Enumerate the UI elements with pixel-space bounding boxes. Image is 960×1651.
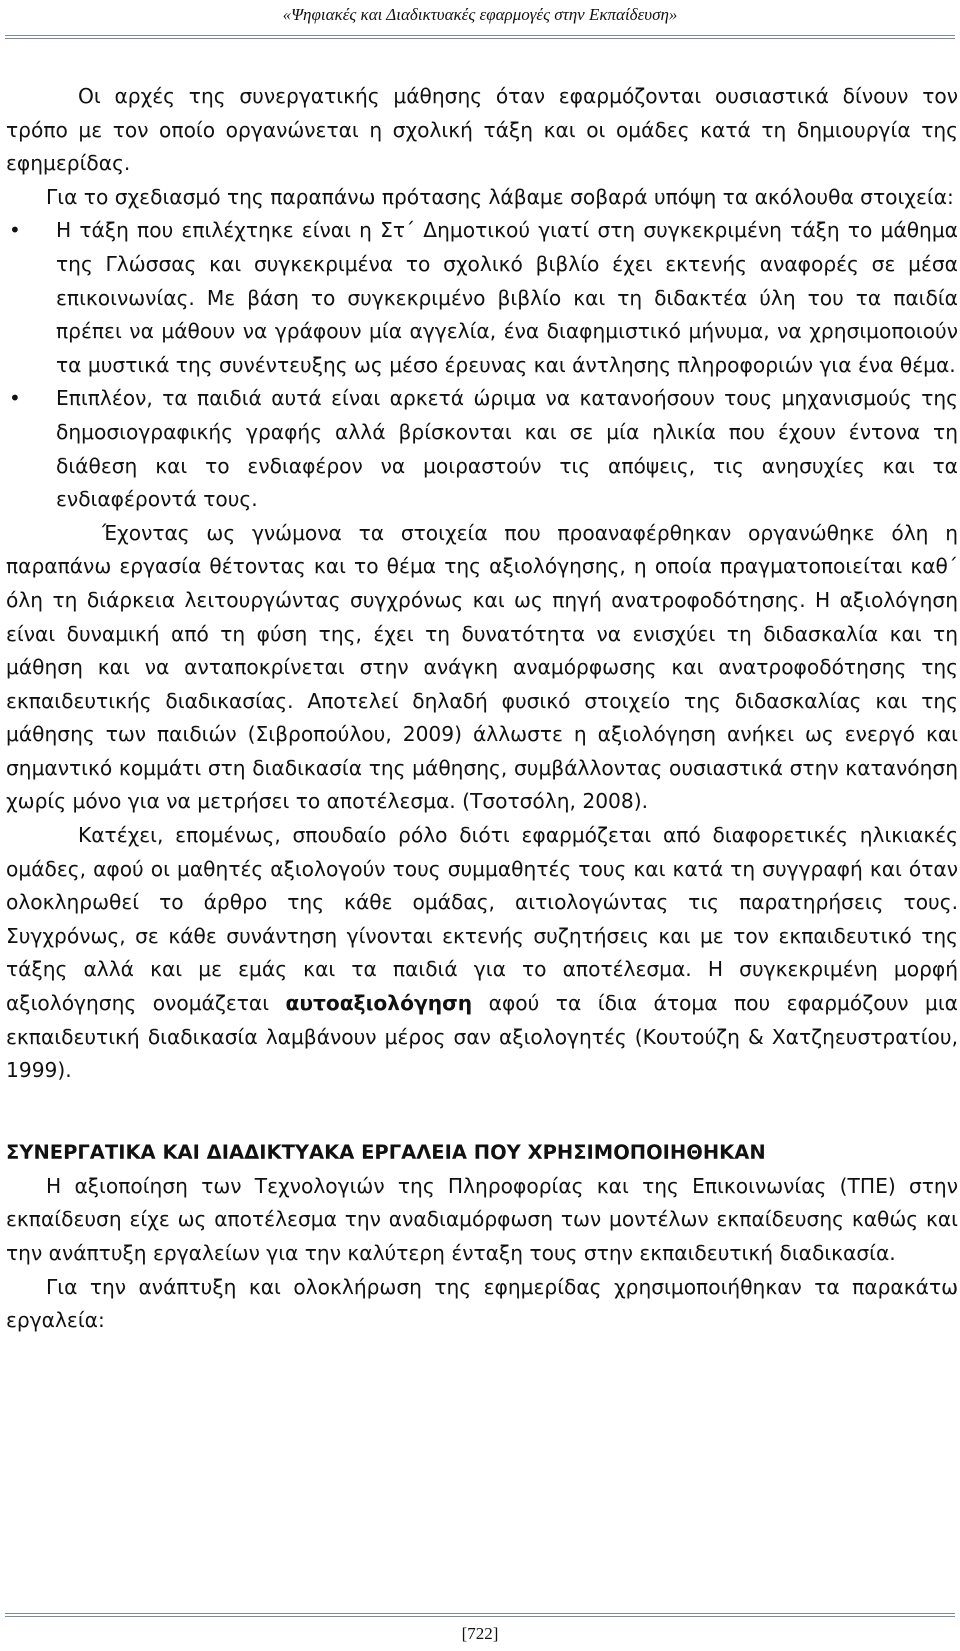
list-item: • Η τάξη που επιλέχτηκε είναι η Στ΄ Δημοτικού γιατί στη συγκεκριμένη τάξη το μάθημα της Γλώσσας και συγκεκριμένα το σχολικό βιβλίο έχει εκτενής αναφορές σε μέσα επικοινωνίας. Με βάση το συγκεκριμένο βιβλίο και τη διδακτέα ύλη του τα παιδία πρέπει να μάθουν να γράφουν μία αγγελία, ένα διαφημιστικό μήνυμα, να χρησιμοποιούν τα μυστικά της συνέντευξης ως μέσο έρευνας και άντλησης πληροφοριών για ένα θέμα. <box>56 214 958 382</box>
list-item: • Επιπλέον, τα παιδιά αυτά είναι αρκετά ώριμα να κατανοήσουν τους μηχανισμούς της δημοσιογραφικής γραφής αλλά βρίσκονται και σε μία ηλικία που έχουν έντονα τη διάθεση και το ενδιαφέρον να μοιραστούν τις απόψεις, τις ανησυχίες και τα ενδιαφέροντά τους. <box>56 382 958 516</box>
header-divider <box>5 35 955 39</box>
paragraph-self-assessment <box>6 819 958 1088</box>
running-header: «Ψηφιακές και Διαδικτυακές εφαρμογές στην Εκπαίδευση» <box>282 5 678 24</box>
paragraph-design-intro: Για το σχεδιασμό της παραπάνω πρότασης λάβαμε σοβαρά υπόψη τα ακόλουθα στοιχεία: <box>46 184 954 209</box>
paragraph-tools-intro: Για την ανάπτυξη και ολοκλήρωση της εφημερίδας χρησιμοποιήθηκαν τα παρακάτω εργαλεία: <box>6 1274 958 1333</box>
paragraph-collaborative-learning: Οι αρχές της συνεργατικής μάθησης όταν εφαρμόζονται ουσιαστικά δίνουν τον τρόπο με τον οποίο οργανώνεται η σχολική τάξη και οι ομάδες κατά τη δημιουργία της εφημερίδας. <box>6 84 958 176</box>
self-assessment-text-before: Κατέχει, επομένως, σπουδαίο ρόλο διότι εφαρμόζεται από διαφορετικές ηλικιακές ομάδες, αφού οι μαθητές αξιολογούν τους συμμαθητές τους και κατά τη συγγραφή και όταν ολοκληρωθεί το άρθρο της κάθε ομάδας, αιτιολογώντας τις παρατηρήσεις τους. Συγχρόνως, σε κάθε συνάντηση γίνονται εκτενής συζητήσεις και με τον εκπαιδευτικό της τάξης αλλά και με εμάς και τα παιδιά για το αποτέλεσμα. Η συγκεκριμένη μορφή αξιολόγησης ονομάζεται <box>6 823 958 1016</box>
page-number: [722] <box>461 1624 499 1643</box>
footer-divider <box>5 1613 955 1617</box>
document-body <box>6 80 958 1338</box>
self-assessment-term: αυτοαξιολόγηση <box>285 991 473 1016</box>
design-factors-list <box>6 214 958 516</box>
paragraph-ict: Η αξιοποίηση των Τεχνολογιών της Πληροφορίας και της Επικοινωνίας (ΤΠΕ) στην εκπαίδευση είχε ως αποτέλεσμα την αναδιαμόρφωση των μοντέλων εκπαίδευσης καθώς και την ανάπτυξη εργαλείων για την καλύτερη ένταξη τους στην εκπαιδευτική διαδικασία. <box>6 1173 958 1265</box>
self-assessment-text-after: αφού τα ίδια άτομα που εφαρμόζουν μια εκπαιδευτική διαδικασία λαμβάνουν μέρος σαν αξιολογητές (Κουτούζη & Χατζηευστρατίου, 1999). <box>6 991 958 1083</box>
paragraph-assessment: Έχοντας ως γνώμονα τα στοιχεία που προαναφέρθηκαν οργανώθηκε όλη η παραπάνω εργασία θέτοντας και το θέμα της αξιολόγησης, η οποία πραγματοποιείται καθ΄ όλη τη διάρκεια λειτουργώντας συγχρόνως και ως πηγή ανατροφοδότησης. Η αξιολόγηση είναι δυναμική από τη φύση της, έχει τη δυνατότητα να ενισχύει τη διδασκαλία και τη μάθηση και να ανταποκρίνεται στην ανάγκη αναμόρφωσης και ανατροφοδότησης της εκπαιδευτικής διαδικασίας. Αποτελεί δηλαδή φυσικό στοιχείο της διδασκαλίας και της μάθησης των παιδιών (Σιβροπούλου, 2009) άλλωστε η αξιολόγηση ανήκει ως ενεργό και σημαντικό κομμάτι στη διαδικασία της μάθησης, συμβάλλοντας ουσιαστικά στην κατανόηση χωρίς μόνο για να μετρήσει το αποτέλεσμα. (Τσοτσόλη, 2008). <box>6 520 958 814</box>
section-heading: ΣΥΝΕΡΓΑΤΙΚΑ ΚΑΙ ΔΙΑΔΙΚΤΥΑΚΑ ΕΡΓΑΛΕΙΑ ΠΟΥ ΧΡΗΣΙΜΟΠΟΙΗΘΗΚΑΝ <box>6 1140 766 1164</box>
